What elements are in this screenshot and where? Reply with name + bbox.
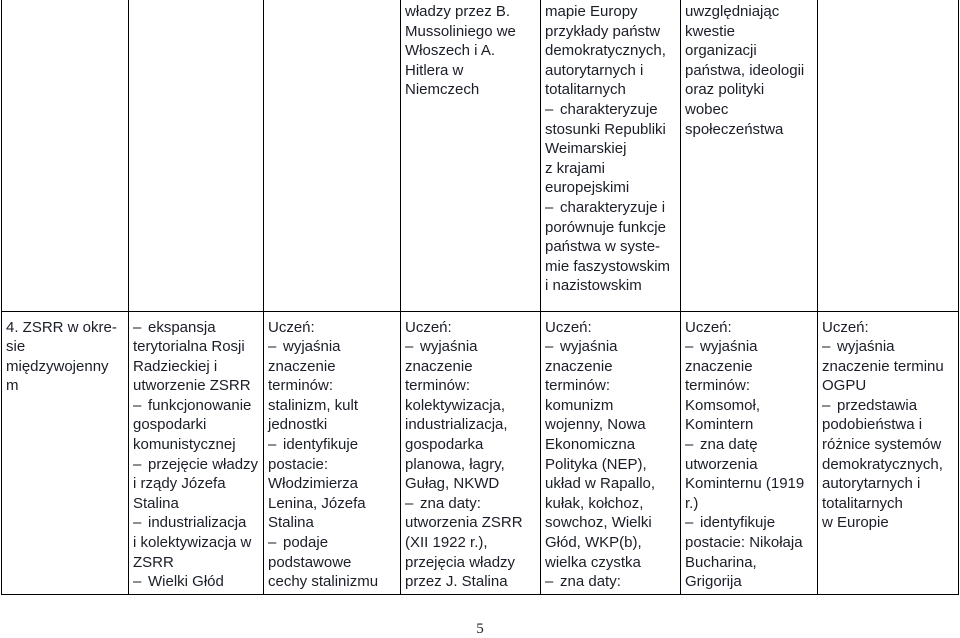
list-dash: – — [133, 396, 146, 414]
content-cell — [129, 311, 264, 594]
cell-line: totalitarnych — [545, 81, 626, 99]
cell-line — [545, 198, 678, 218]
cell-line: cechy stalinizmu — [268, 573, 379, 591]
list-dash: – — [545, 198, 558, 216]
list-dash: – — [268, 534, 281, 552]
cell-line — [545, 572, 678, 592]
requirements-cell — [681, 311, 818, 594]
cell-line: kułak, kołchoz, — [545, 494, 644, 512]
cell-line: wobec — [685, 100, 729, 118]
line-text: ekspansja — [148, 318, 216, 336]
cell-line: znaczenie — [685, 357, 753, 375]
line-text: wyjaśnia — [700, 338, 758, 356]
cell-line: industrializacja, — [405, 416, 508, 434]
cell-line — [133, 396, 261, 416]
list-dash: – — [545, 573, 558, 591]
cell-line — [133, 455, 261, 475]
cell-line: gospodarka — [405, 436, 484, 454]
cell-line: autorytarnych i — [545, 61, 644, 79]
cell-line: terminów: — [545, 377, 611, 395]
requirements-cell — [264, 0, 401, 311]
list-dash: – — [685, 514, 698, 532]
cell-line: społeczeństwa — [685, 120, 784, 138]
line-text: wyjaśnia — [283, 338, 341, 356]
line-text: zna daty: — [420, 494, 481, 512]
cell-line — [685, 513, 815, 533]
content-cell — [129, 0, 264, 311]
cell-line: Uczeń: — [545, 318, 592, 336]
cell-line — [545, 337, 678, 357]
cell-line: Włodzimierza — [268, 475, 359, 493]
list-dash: – — [822, 396, 835, 414]
list-dash: – — [268, 436, 281, 454]
cell-line — [405, 337, 538, 357]
requirements-cell — [818, 0, 959, 311]
line-text: identyfikuje — [283, 436, 359, 454]
cell-line: Grigorija — [685, 573, 742, 591]
table-body — [2, 0, 959, 594]
curriculum-table — [1, 0, 959, 595]
cell-line: przejęcia władzy — [405, 553, 516, 571]
cell-line — [133, 513, 261, 533]
list-dash: – — [685, 338, 698, 356]
cell-line: międzywojenny — [6, 357, 109, 375]
list-dash: – — [405, 494, 418, 512]
cell-line: komunizm — [545, 396, 614, 414]
cell-line: układ w Rapallo, — [545, 475, 656, 493]
cell-line: Głód, WKP(b), — [545, 534, 642, 552]
requirements-cell — [681, 0, 818, 311]
cell-line — [133, 572, 261, 592]
cell-line: gospodarki — [133, 416, 207, 434]
cell-line: OGPU — [822, 377, 867, 395]
cell-line: utworzenia — [685, 455, 758, 473]
cell-line: przez J. Stalina — [405, 573, 508, 591]
cell-line — [822, 396, 956, 416]
cell-line: i nazistowskim — [545, 277, 642, 295]
cell-line: Kominternu (1919 — [685, 475, 805, 493]
list-dash: – — [685, 436, 698, 454]
topic-cell — [2, 311, 129, 594]
cell-line: Bucharina, — [685, 553, 757, 571]
cell-line: sowchoz, Wielki — [545, 514, 652, 532]
cell-line: ZSRR — [133, 553, 174, 571]
cell-line: (XII 1922 r.), — [405, 534, 488, 552]
cell-line: demokratycznych, — [822, 455, 943, 473]
cell-line: Polityka (NEP), — [545, 455, 647, 473]
cell-line: Uczeń: — [268, 318, 315, 336]
list-dash: – — [822, 338, 835, 356]
list-dash: – — [133, 455, 146, 473]
requirements-cell — [401, 0, 541, 311]
line-text: wyjaśnia — [837, 338, 895, 356]
cell-line: Komintern — [685, 416, 754, 434]
cell-line: organizacji — [685, 42, 757, 60]
cell-line: wojenny, Nowa — [545, 416, 646, 434]
line-text: wyjaśnia — [560, 338, 618, 356]
cell-line: m — [6, 377, 19, 395]
cell-line: znaczenie — [545, 357, 613, 375]
cell-line — [268, 533, 398, 553]
cell-line: wielka czystka — [545, 553, 641, 571]
cell-line: r.) — [685, 494, 699, 512]
cell-line: Niemczech — [405, 81, 480, 99]
cell-line: autorytarnych i — [822, 475, 921, 493]
line-text: wyjaśnia — [420, 338, 478, 356]
cell-line: kolektywizacja, — [405, 396, 506, 414]
cell-line: sie — [6, 338, 26, 356]
list-dash: – — [545, 100, 558, 118]
cell-line — [133, 318, 261, 338]
line-text: podaje — [283, 534, 329, 552]
cell-line: państwa, ideologii — [685, 61, 805, 79]
cell-line: 4. ZSRR w okre- — [6, 318, 117, 336]
cell-line — [268, 337, 398, 357]
line-text: industrializacja — [148, 514, 247, 532]
cell-line: porównuje funkcje — [545, 218, 666, 236]
cell-line: Uczeń: — [685, 318, 732, 336]
cell-line: Włoszech i A. — [405, 42, 496, 60]
line-text: przedstawia — [837, 396, 918, 414]
cell-line: kwestie — [685, 22, 736, 40]
cell-line: Uczeń: — [822, 318, 869, 336]
line-text: funkcjonowanie — [148, 396, 252, 414]
cell-line: różnice systemów — [822, 436, 942, 454]
cell-line: mie faszystowskim — [545, 257, 671, 275]
cell-line: podstawowe — [268, 553, 352, 571]
line-text: przejęcie władzy — [148, 455, 259, 473]
table-row — [2, 311, 959, 594]
cell-line: władzy przez B. — [405, 3, 511, 20]
page-number: 5 — [476, 621, 484, 637]
line-text: Wielki Głód — [148, 573, 224, 591]
cell-line — [685, 337, 815, 357]
cell-line: terytorialna Rosji — [133, 338, 245, 356]
table-row-continued — [2, 0, 959, 311]
cell-line: Uczeń: — [405, 318, 452, 336]
cell-line: postacie: — [268, 455, 329, 473]
list-dash: – — [268, 338, 281, 356]
cell-line: terminów: — [268, 377, 334, 395]
requirements-cell — [401, 311, 541, 594]
cell-line — [405, 494, 538, 514]
cell-line: totalitarnych — [822, 494, 903, 512]
cell-line: Mussoliniego we — [405, 22, 516, 40]
cell-line: Gułag, NKWD — [405, 475, 500, 493]
cell-line: Stalina — [133, 494, 179, 512]
line-text: zna daty: — [560, 573, 621, 591]
line-text: identyfikuje — [700, 514, 776, 532]
requirements-cell — [818, 311, 959, 594]
cell-line: planowa, łagry, — [405, 455, 505, 473]
cell-line: utworzenie ZSRR — [133, 377, 251, 395]
cell-line: znaczenie terminu — [822, 357, 944, 375]
requirements-cell — [541, 0, 681, 311]
requirements-cell — [264, 311, 401, 594]
cell-line: znaczenie — [268, 357, 336, 375]
list-dash: – — [133, 573, 146, 591]
cell-line: terminów: — [405, 377, 471, 395]
cell-line: oraz polityki — [685, 81, 765, 99]
cell-line: Lenina, Józefa — [268, 494, 366, 512]
cell-line: w Europie — [822, 514, 889, 532]
cell-line: podobieństwa i — [822, 416, 923, 434]
line-text: charakteryzuje — [560, 100, 658, 118]
list-dash: – — [405, 338, 418, 356]
cell-line: europejskimi — [545, 179, 630, 197]
line-text: zna datę — [700, 436, 758, 454]
cell-line: znaczenie — [405, 357, 473, 375]
cell-line: Ekonomiczna — [545, 436, 636, 454]
cell-line: utworzenia ZSRR — [405, 514, 523, 532]
cell-line: i kolektywizacja w — [133, 534, 252, 552]
list-dash: – — [545, 338, 558, 356]
cell-line: terminów: — [685, 377, 751, 395]
cell-line: Stalina — [268, 514, 314, 532]
cell-line: i rządy Józefa — [133, 475, 226, 493]
cell-line: Hitlera w — [405, 61, 464, 79]
cell-line: stalinizm, kult — [268, 396, 359, 414]
cell-line: Komsomoł, — [685, 396, 761, 414]
requirements-cell — [541, 311, 681, 594]
cell-line — [822, 337, 956, 357]
cell-line: komunistycznej — [133, 436, 236, 454]
list-dash: – — [133, 514, 146, 532]
cell-line: postacie: Nikołaja — [685, 534, 803, 552]
cell-line: przykłady państw — [545, 22, 661, 40]
cell-line — [545, 100, 678, 120]
cell-line: Radzieckiej i — [133, 357, 218, 375]
cell-line — [685, 435, 815, 455]
list-dash: – — [133, 318, 146, 336]
cell-line: Weimarskiej — [545, 140, 627, 158]
cell-line: demokratycznych, — [545, 42, 666, 60]
cell-line: mapie Europy — [545, 3, 638, 20]
line-text: charakteryzuje i — [560, 198, 666, 216]
cell-line: państwa w syste- — [545, 238, 661, 256]
cell-line: z krajami — [545, 159, 606, 177]
cell-line: jednostki — [268, 416, 328, 434]
cell-line: uwzględniając — [685, 3, 780, 20]
topic-cell — [2, 0, 129, 311]
cell-line — [268, 435, 398, 455]
cell-line: stosunki Republiki — [545, 120, 666, 138]
